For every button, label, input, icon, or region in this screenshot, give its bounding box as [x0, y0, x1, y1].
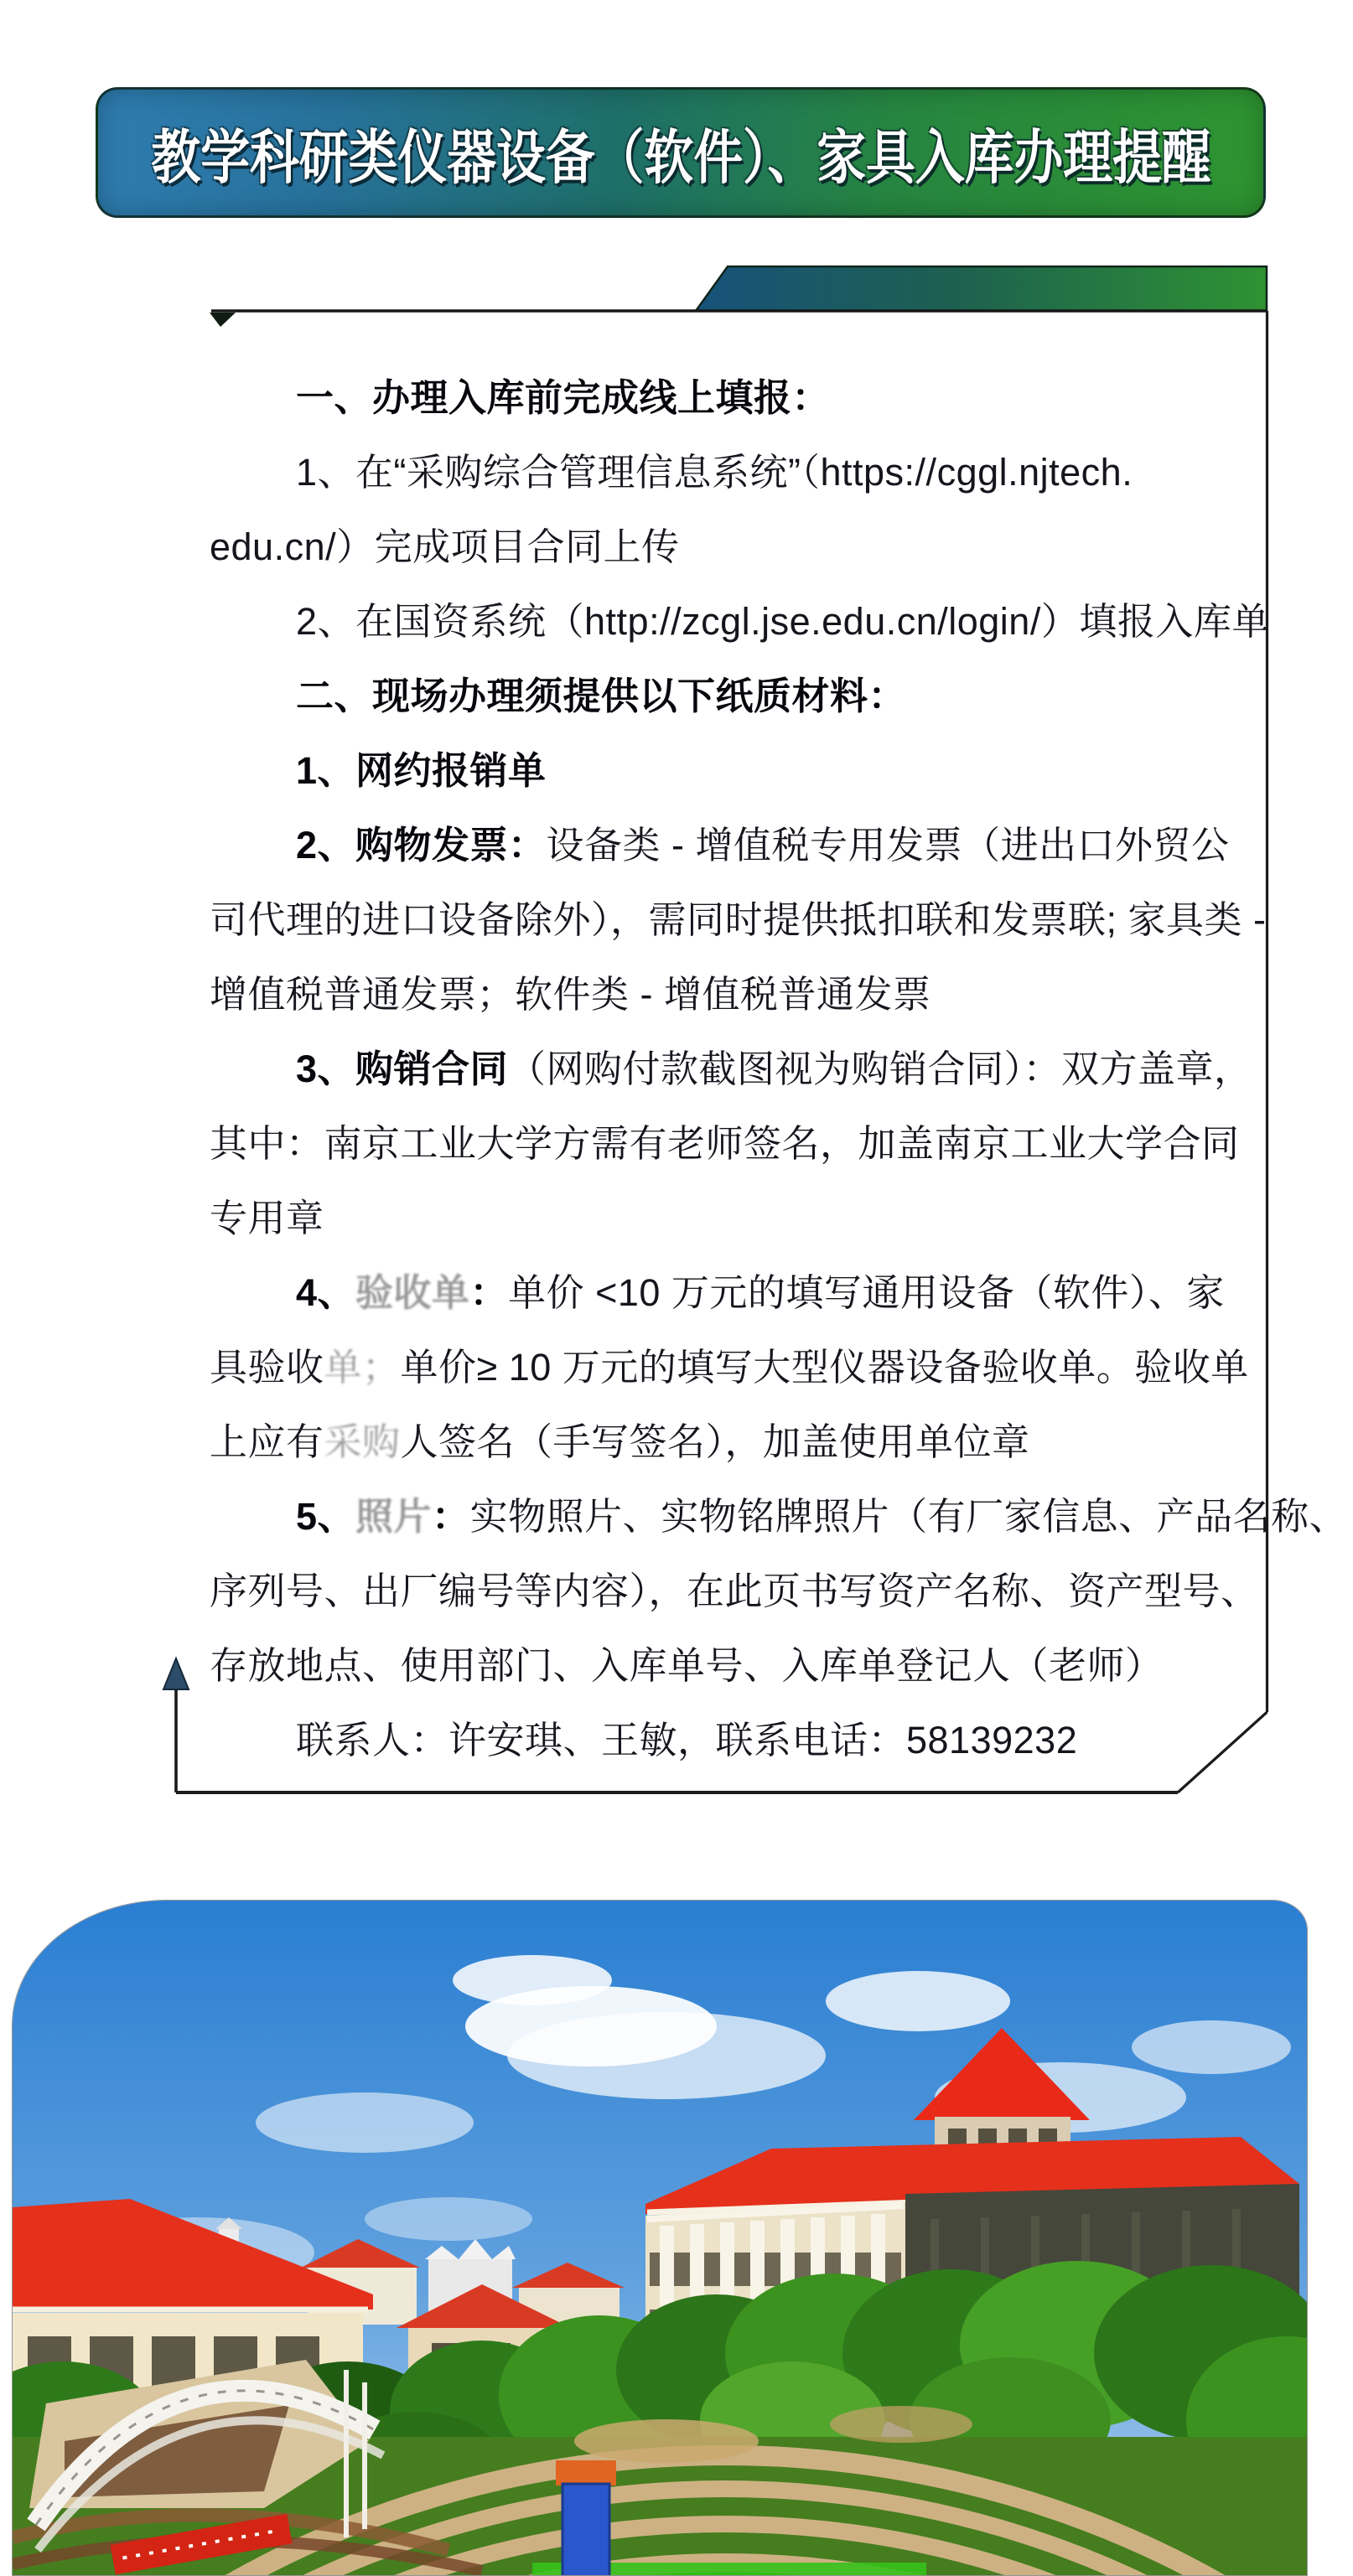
text-segment: 4、 — [296, 1271, 356, 1314]
text-segment: 其中：南京工业大学方需有老师签名，加盖南京工业大学合同 — [210, 1122, 1240, 1165]
text-segment: 1、网约报销单 — [296, 749, 547, 792]
text-segment: 人签名（手写签名），加盖使用单位章 — [400, 1420, 1030, 1463]
notice-line — [210, 1703, 1291, 1777]
notice-line — [210, 435, 1291, 510]
text-segment: 3、购销合同 — [296, 1047, 509, 1090]
text-segment: 二、现场办理须提供以下纸质材料： — [296, 675, 907, 717]
notice-line — [210, 1181, 1291, 1255]
text-segment: 司代理的进口设备除外），需同时提供抵扣联和发票联; 家具类 - — [210, 898, 1267, 941]
page-title: 教学科研类仪器设备（软件）、家具入库办理提醒 — [150, 124, 1211, 190]
text-segment: 验收单 — [355, 1271, 470, 1314]
notice-line — [210, 733, 1291, 808]
up-arrow-icon — [163, 1658, 189, 1689]
campus-photo — [12, 1900, 1308, 2576]
blue-sign — [556, 2460, 616, 2575]
text-segment: 单价≥ 10 万元的填写大型仪器设备验收单。验收单 — [400, 1346, 1249, 1389]
notice-line — [210, 1255, 1291, 1330]
text-segment: 实物照片、实物铭牌照片（有厂家信息、产品名称、 — [469, 1495, 1348, 1538]
notice-line — [210, 1330, 1291, 1404]
text-segment: （网购付款截图视为购销合同）：双方盖章， — [508, 1047, 1252, 1090]
notice-line — [210, 957, 1291, 1032]
text-segment: 联系人：许安琪、王敏，联系电话：58139232 — [296, 1719, 1078, 1761]
text-segment: 照片 — [355, 1495, 433, 1538]
notice-line — [210, 1628, 1291, 1703]
notice-line — [210, 584, 1291, 659]
text-segment: ： — [469, 1271, 509, 1314]
text-segment: 2、购物发票： — [296, 824, 547, 866]
text-segment: edu.cn/）完成项目合同上传 — [210, 525, 680, 568]
notice-line — [210, 808, 1291, 882]
notice-line — [210, 510, 1291, 584]
notice-line — [210, 1479, 1348, 1554]
corner-triangle-icon — [210, 313, 236, 327]
notice-text — [210, 360, 1348, 1777]
ribbon-band — [696, 266, 1267, 311]
notice-line — [210, 1554, 1291, 1628]
text-segment: 增值税普通发票；软件类 - 增值税普通发票 — [210, 973, 931, 1016]
campus-photo-scene — [13, 1901, 1307, 2575]
notice-line — [210, 360, 1291, 435]
text-segment: 上应有 — [210, 1420, 324, 1463]
text-segment: 专用章 — [210, 1197, 324, 1239]
notice-line — [210, 659, 1291, 733]
text-segment: 具验收 — [210, 1346, 324, 1389]
text-segment: 单； — [324, 1346, 401, 1389]
text-segment: 一、办理入库前完成线上填报： — [296, 376, 831, 419]
notice-line — [210, 1106, 1291, 1181]
text-segment: 1、在“采购综合管理信息系统”（https://cggl.njtech. — [296, 451, 1133, 494]
notice-line — [210, 1032, 1291, 1106]
text-segment: 采购 — [324, 1420, 401, 1463]
notice-line — [210, 882, 1291, 957]
title-banner — [96, 87, 1266, 218]
text-segment: 5、 — [296, 1495, 356, 1538]
text-segment: 单价 <10 万元的填写通用设备（软件）、家 — [508, 1271, 1225, 1314]
text-segment: 序列号、出厂编号等内容），在此页书写资产名称、资产型号、 — [210, 1570, 1259, 1612]
notice-line — [210, 1404, 1291, 1479]
text-segment: 存放地点、使用部门、入库单号、入库单登记人（老师） — [210, 1644, 1164, 1687]
text-segment: 2、在国资系统（http://zcgl.jse.edu.cn/login/）填报入库单 — [296, 600, 1270, 643]
text-segment: 设备类 - 增值税专用发票（进出口外贸公 — [546, 824, 1230, 866]
text-segment: ： — [432, 1495, 470, 1538]
